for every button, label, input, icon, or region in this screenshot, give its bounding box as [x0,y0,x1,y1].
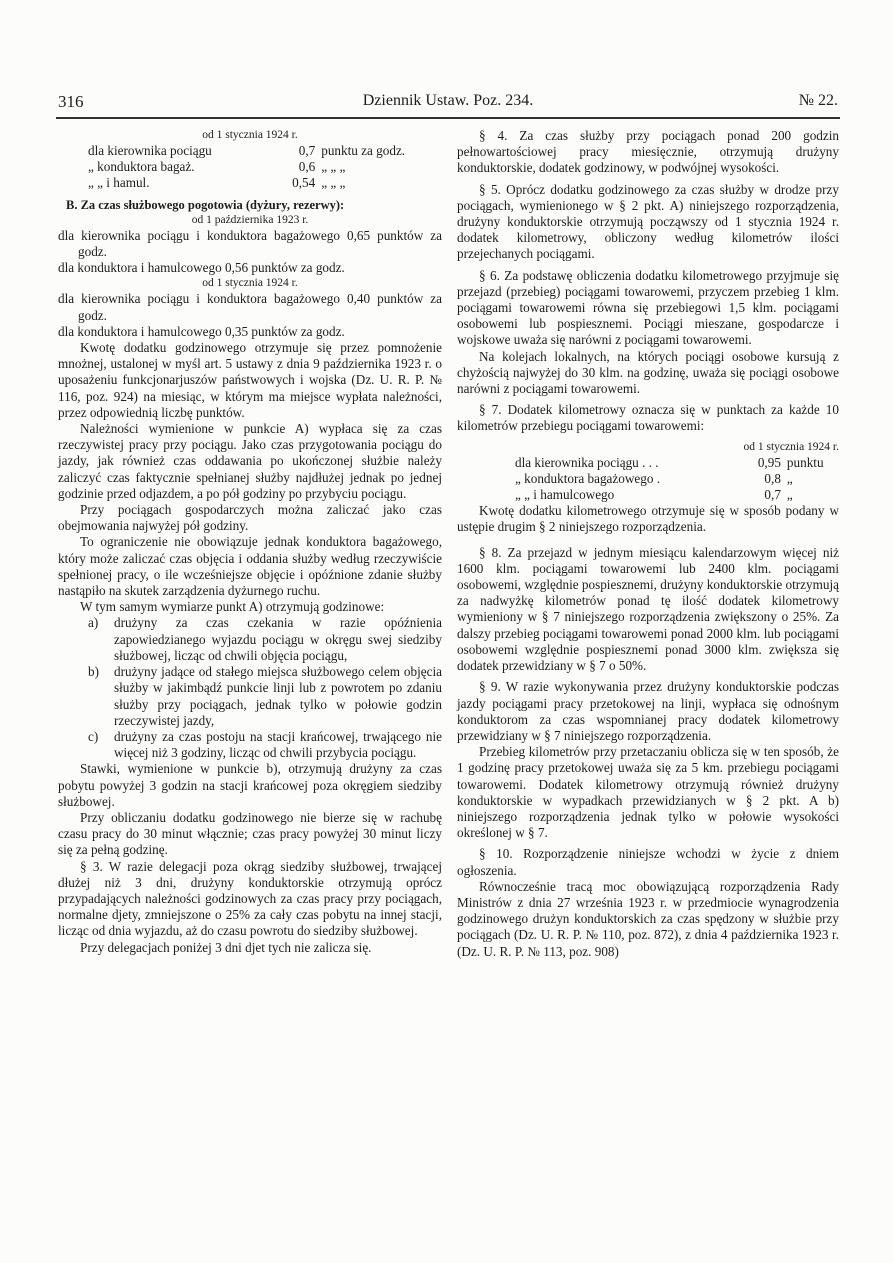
table-row [58,143,442,159]
row-value: 0,95 [757,454,781,470]
row-value: 0,6 [298,159,316,175]
row-label: „ konduktora bagaż. [88,159,195,175]
table-row [58,175,442,191]
table-row [457,471,839,487]
header-rule [56,117,840,119]
subheading-date-3: od 1 stycznia 1924 r. [202,277,298,290]
row-unit: „ [786,487,793,503]
paragraph: Przy pociągach gospodarczych można zaliczać jako czas obejmowania najwyżej pół godziny. [58,502,442,534]
row-value: 0,7 [298,143,316,158]
row-unit: punktu [786,454,824,470]
row-label: dla kierownika pociągu [88,143,212,158]
paragraph: Należności wymienione w punkcie A) wypłaca się za czas rzeczywistej pracy przy pociągu. Jako czas przygotowania pociągu do jazdy, jak również czas oddawania po ukończonej służbie należy zaliczyć czas faktycznie spełnianej służby najdłużej jednak po jednej godzinie przed odjazdem, a po pół godziny po przybyciu pociągu. [58,421,442,501]
list-label: c) [88,728,99,744]
row-unit: „ „ „ [321,175,346,191]
paragraph-section-10: § 10. Rozporządzenie niniejsze wchodzi w życie z dniem ogłoszenia. [457,846,839,878]
subheading-date-2: od 1 października 1923 r. [191,213,309,226]
table-row [58,159,442,175]
row-label: dla kierownika pociągu . . . [515,454,659,470]
paragraph: Kwotę dodatku godzinowego otrzymuje się przez pomnożenie mnożnej, ustalonej w myśl art. 5 ustawy z dnia 9 października 1923 r. o uposażeniu funkcjonarjuszów państwowych i wojska (Dz. U. R. P. № 116, poz. 924) na miesiąc, w którym ma miejsce wypłata należności, przez odpowiednią liczbę punktów. [58,340,442,420]
paragraph-section-8: § 8. Za przejazd w jednym miesiącu kalendarzowym więcej niż 1600 klm. pociągami towarowemi lub 2400 klm. pociągami osobowemi, względnie pospiesznemi, drużyny konduktorskie otrzymują za nadwyżkę kilometrów ponad tę ilość dodatek kilometrowy wymieniony w § 7 niniejszego rozporządzenia zwiększony o 25%. Za dalszy przebieg pociągami towarowemi ponad 2000 klm. lub pociągami osobowemi względnie pospiesznemi ponad 3000 klm. zwiększa się dodatek przewidziany w § 7 o 50%. [457,544,839,674]
paragraph: Przy obliczaniu dodatku godzinowego nie bierze się w rachubę czasu pracy do 30 minut włącznie; czas pracy powyżej 30 minut liczy się za pełną godzinę. [58,809,442,858]
journal-title: Dziennik Ustaw. Poz. 234. [362,92,534,109]
paragraph: dla kierownika pociągu i konduktora bagażowego 0,65 punktów za godz. [58,227,442,260]
paragraph: Na kolejach lokalnych, na których pociągi osobowe kursują z chyżością najwyżej do 30 klm. na godzinę, uważa się pociągi osobowe narówni z pociągami towarowemi. [457,348,839,397]
row-label: „ „ i hamul. [88,175,150,191]
list-label: a) [88,615,99,631]
list-text: drużyny jadące od stałego miejsca służbowego celem objęcia służby w jakimbądź punkcie linji lub z powrotem po zdaniu służby przy pociągach, jednak tylko w połowie godzin rzeczywistej jazdy, [114,664,442,728]
paragraph: dla kierownika pociągu i konduktora bagażowego 0,40 punktów za godz. [58,291,442,323]
list-item [58,664,442,729]
paragraph: dla konduktora i hamulcowego 0,35 punktów za godz. [58,323,345,339]
paragraph: To ograniczenie nie obowiązuje jednak konduktora bagażowego, który może zaliczać czas objęcia i oddania służby według rzeczywiście spełnionej pracy, o ile wcześniejsze objęcie i opóźnione zdanie służby nastąpiło na skutek zarządzenia dyżurnego ruchu. [58,534,442,599]
list-item [58,615,442,664]
paragraph: Stawki, wymienione w punkcie b), otrzymują drużyny za czas pobytu powyżej 3 godzin na stacji krańcowej poza okręgiem siedziby służbowej. [58,761,442,809]
list-item [58,729,442,761]
paragraph-section-6: § 6. Za podstawę obliczenia dodatku kilometrowego przyjmuje się przejazd (przebieg) pociągami towarowemi, przyczem przebieg 1 klm. pociągami towarowemi równa się przebiegowi 1,5 klm. pociągami osobowemi lub pospiesznemi. Pociągi mieszane, gospodarcze i wojskowe uważa się narówni z pociągami towarowemi. [457,267,839,348]
paragraph-section-3: § 3. W razie delegacji poza okrąg siedziby służbowej, trwającej dłużej niż 3 dni, drużyny konduktorskie otrzymują oprócz przypadających należności godzinowych za czas pracy przy pociągach, normalne djety, zmniejszone o 25% za cały czas pobytu na innej stacji, licząc od dnia wyjazdu, aż do czasu powrotu do siedziby służbowej. [58,858,442,939]
page-number: 316 [58,92,84,111]
paragraph-section-5: § 5. Oprócz dodatku godzinowego za czas służby w drodze przy pociągach, wymienionego w § 2 pkt. A) niniejszego rozporządzenia, drużyny konduktorskie otrzymują począwszy od 1 stycznia 1924 r. dodatek kilometrowy, obliczony według kilometrów ilości przejechanych pociągami. [457,181,839,262]
paragraph-section-7: § 7. Dodatek kilometrowy oznacza się w punktach za każde 10 kilometrów przebiegu pociągami towarowemi: [457,402,839,434]
subheading-date: od 1 stycznia 1924 r. [743,440,839,453]
rate-table-1 [58,143,442,192]
row-unit: „ [786,470,793,486]
rate-table-2 [457,455,839,504]
paragraph: Przy delegacjach poniżej 3 dni djet tych nie zalicza się. [80,939,372,955]
list-text: drużyny za czas postoju na stacji krańcowej, trwającego nie więcej niż 3 godziny, licząc od chwili przybycia pociągu. [114,728,442,761]
right-column [457,128,839,960]
page-header [58,92,838,116]
paragraph: dla konduktora i hamulcowego 0,56 punktów za godz. [58,260,345,276]
row-label: „ konduktora bagażowego . [515,470,661,486]
table-row [457,455,839,471]
paragraph: W tym samym wymiarze punkt A) otrzymują godzinowe: [80,599,385,615]
paragraph: Przebieg kilometrów przy przetaczaniu oblicza się w ten sposób, że 1 godzinę pracy przetokowej uważa się za 5 km. przebiegu pociągami towarowemi. Dodatek kilometrowy otrzymują również drużyny konduktorskie w wypadkach przewidzianych w § 2 pkt. A b) niniejszego rozporządzenia jednak tylko w połowie wysokości określonej w § 7. [457,744,839,841]
table-row [457,487,839,503]
paragraph: Równocześnie tracą moc obowiązującą rozporządzenia Rady Ministrów z dnia 27 września 1923 r. w przedmiocie wynagrodzenia godzinowego drużyn konduktorskich za czas spędzony w służbie przy pociągach (Dz. U. R. P. № 110, poz. 872), z dnia 4 października 1923 r. (Dz. U. R. P. № 113, poz. 908) [457,878,839,959]
row-value: 0,7 [764,487,781,503]
paragraph: Kwotę dodatku kilometrowego otrzymuje się w sposób podany w ustępie drugim § 2 niniejszego rozporządzenia. [457,503,839,535]
left-column [58,128,442,956]
paragraph-section-4: § 4. Za czas służby przy pociągach ponad 200 godzin pełnowartościowej pracy miesięcznie, otrzymują drużyny konduktorskie, dodatek godzinowy, w podwójnej wysokości. [457,128,839,176]
list-text: drużyny za czas czekania w razie opóźnienia zapowiedzianego wyjazdu pociągu w okręgu swej siedziby służbowej, licząc od chwili objęcia pociągu, [114,615,442,663]
row-unit: punktu za godz. [321,143,406,158]
subheading-date-1: od 1 stycznia 1924 r. [202,129,298,141]
issue-number: № 22. [798,92,838,109]
paragraph-section-9: § 9. W razie wykonywania przez drużyny konduktorskie podczas jazdy pociągami pracy przetokowej na linji, wypłaca się odnośnym konduktorom za czas wspomnianej pracy dodatek kilometrowy przewidziany w § 7 niniejszego rozporządzenia. [457,679,839,743]
list-label: b) [88,664,99,680]
row-label: „ „ i hamulcowego [515,487,615,503]
section-b-heading: B. Za czas służbowego pogotowia (dyżury, rezerwy): [66,197,345,212]
row-value: 0,8 [764,470,781,486]
row-value: 0,54 [292,175,316,191]
row-unit: „ „ „ [321,159,346,175]
